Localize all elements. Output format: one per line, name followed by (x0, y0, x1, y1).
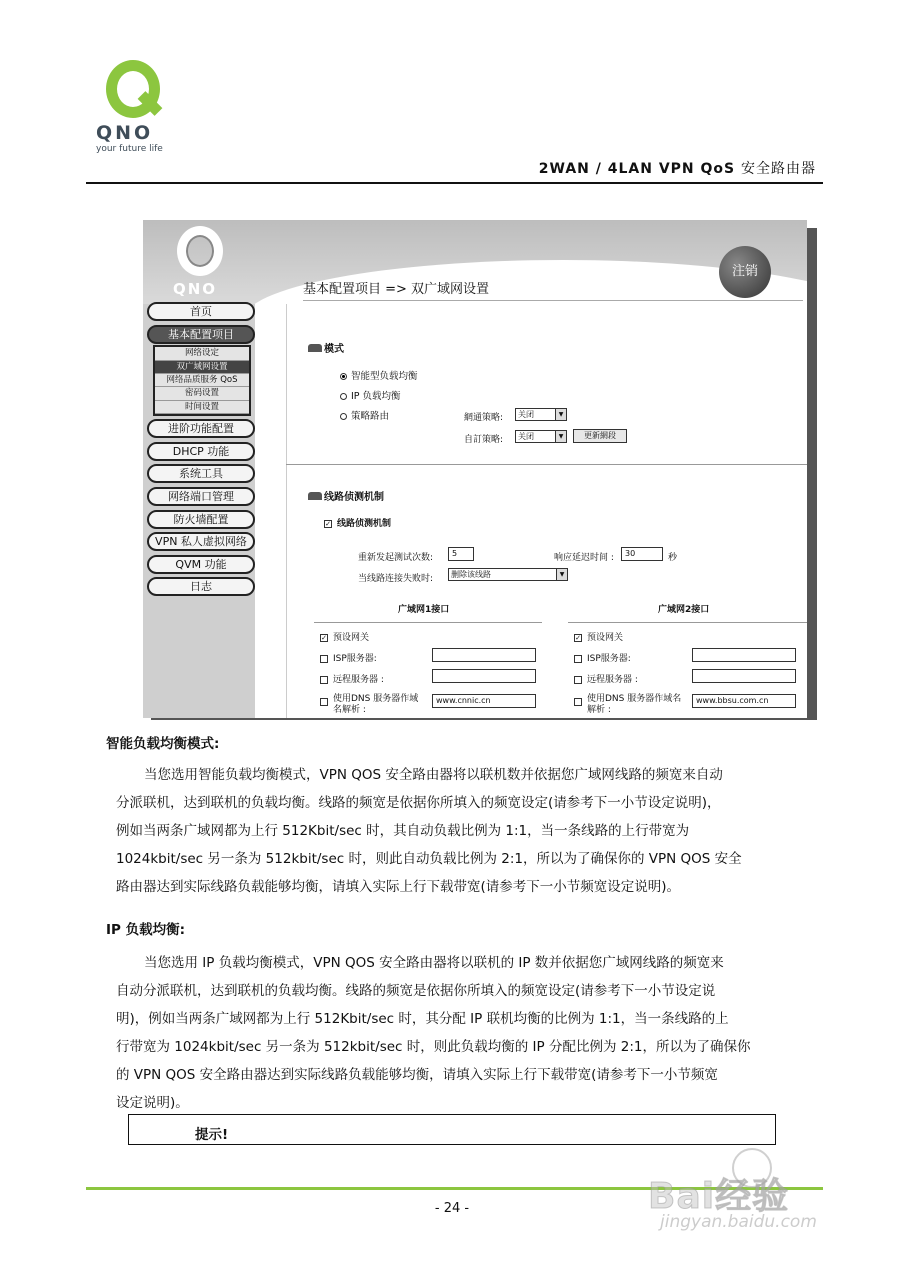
policy2-select[interactable]: 关闭 ▼ (515, 430, 567, 443)
baidu-watermark (648, 1142, 858, 1242)
policy1-label: 網通策略: (464, 413, 504, 423)
delay-label: 响应延迟时间 : (554, 553, 614, 563)
wan2-remote-input[interactable] (692, 669, 796, 683)
submenu-item-time[interactable]: 时间设置 (155, 401, 249, 414)
menu-item-advanced[interactable]: 进阶功能配置 (147, 419, 255, 438)
submenu-item-password[interactable]: 密码设置 (155, 387, 249, 400)
mode-section-title: 模式 (308, 340, 344, 355)
checkbox-empty-icon (574, 676, 582, 684)
retry-input[interactable]: 5 (448, 547, 474, 561)
wan1-remote-input[interactable] (432, 669, 536, 683)
header-divider (86, 182, 823, 184)
detect-checkbox[interactable]: ✓ 线路侦测机制 (325, 519, 392, 529)
chevron-down-icon: ▼ (556, 569, 567, 580)
radio-ip-balance[interactable]: IP 负载均衡 (340, 388, 401, 402)
wan1-dns-input[interactable]: www.cnnic.cn (432, 694, 536, 708)
paragraph-ip-balance-cont: 自动分派联机，达到联机的负载均衡。线路的频宽是依据你所填入的频宽设定(请参考下一小节设定说 明)，例如当两条广域网都为上行 512Kbit/sec 时，其分配 IP 联机均衡的比例为 1:1，当一条线路的上 行带宽为 1024kbit/sec 另一条为 512kbit/sec 时，则此负载均衡的 IP 分配比例为 2:1，所以为了确保你 的 VPN QOS 安全路由器达到实际线路负载能够均衡，请填入实际上行下载带宽(请参考下一小节频宽 设定说明)。 (116, 983, 751, 1111)
submenu-item-dual-wan[interactable]: 双广域网设置 (155, 361, 249, 374)
checkbox-empty-icon (320, 698, 328, 706)
menu-item-home[interactable]: 首页 (147, 302, 255, 321)
checkbox-empty-icon (320, 655, 328, 663)
submenu-item-qos[interactable]: 网络品质服务 QoS (155, 374, 249, 387)
radio-selected-icon (340, 373, 347, 380)
wan2-dns-input[interactable]: www.bbsu.com.cn (692, 694, 796, 708)
wan1-isp-checkbox[interactable]: ISP服务器: (320, 651, 377, 664)
detect-section-title: 线路侦测机制 (308, 488, 384, 503)
delay-input[interactable]: 30 (621, 547, 663, 561)
screenshot-q-logo-icon (177, 226, 223, 276)
policy1-select[interactable]: 关闭 ▼ (515, 408, 567, 421)
watermark-url: jingyan.baidu.com (660, 1212, 817, 1232)
section-tab-icon (308, 344, 322, 352)
fail-action-select[interactable]: 删除该线路 ▼ (448, 568, 568, 581)
delay-unit: 秒 (668, 553, 678, 563)
wan2-divider (568, 622, 807, 623)
fail-action-label: 当线路连接失败时: (358, 574, 434, 584)
logout-button[interactable]: 注销 (719, 246, 771, 298)
wan1-divider (314, 622, 542, 623)
wan2-isp-input[interactable] (692, 648, 796, 662)
document-title (539, 158, 816, 178)
side-menu (147, 302, 255, 600)
page-number: - 24 - (434, 1201, 470, 1216)
radio-unselected-icon (340, 393, 347, 400)
wan2-header: 广域网2接口 (658, 605, 710, 615)
radio-policy-routing[interactable]: 策略路由 (340, 408, 389, 422)
paragraph-smart-balance: 当您选用智能负载均衡模式，VPN QOS 安全路由器将以联机数并依据您广域网线路的频宽来自动 (144, 767, 723, 783)
breadcrumb-divider (303, 300, 803, 301)
menu-item-system-tools[interactable]: 系统工具 (147, 464, 255, 483)
checkbox-empty-icon (320, 676, 328, 684)
chevron-down-icon: ▼ (555, 409, 566, 420)
wan2-dns-checkbox[interactable]: 使用DNS 服务器作域名解析 : (574, 694, 686, 716)
checkbox-checked-icon: ✓ (325, 519, 331, 528)
hint-label: 提示! (195, 1127, 229, 1143)
radio-smart-balance[interactable]: 智能型负载均衡 (340, 368, 418, 382)
qno-logo (92, 60, 182, 155)
wan1-default-gateway-checkbox[interactable]: ✓ 预设网关 (321, 633, 370, 643)
hint-box (128, 1114, 776, 1145)
watermark-brand: Bai经验 (648, 1176, 790, 1217)
menu-item-basic-config[interactable]: 基本配置项目 (147, 325, 255, 344)
checkbox-checked-icon: ✓ (575, 633, 581, 642)
wan2-remote-checkbox[interactable]: 远程服务器 : (574, 672, 638, 685)
submenu-item-network[interactable]: 网络设定 (155, 347, 249, 360)
paragraph-smart-balance-cont: 分派联机，达到联机的负载均衡。线路的频宽是依据你所填入的频宽设定(请参考下一小节设定说明)， 例如当两条广域网都为上行 512Kbit/sec 时，其自动负载比例为 1:1，当一条线路的上行带宽为 1024kbit/sec 另一条为 512kbit/sec 时，则此自动负载比例为 2:1，所以为了确保你的 VPN QOS 安全 路由器达到实际线路负载能够均衡，请填入实际上行下载带宽(请参考下一小节频宽设定说明)。 (116, 795, 742, 895)
policy2-label: 自訂策略: (464, 435, 504, 445)
document-title-en: 2WAN / 4LAN VPN QoS (538, 161, 736, 177)
paragraph-ip-balance: 当您选用 IP 负载均衡模式，VPN QOS 安全路由器将以联机的 IP 数并依据您广域网线路的频宽来 (144, 955, 724, 971)
content-left-border (286, 304, 287, 718)
section-tab-icon (308, 492, 322, 500)
checkbox-empty-icon (574, 655, 582, 663)
screenshot-logo-wordmark: QNO (173, 280, 218, 298)
wan2-default-gateway-checkbox[interactable]: ✓ 预设网关 (575, 633, 624, 643)
menu-item-dhcp[interactable]: DHCP 功能 (147, 442, 255, 461)
chevron-down-icon: ▼ (555, 431, 566, 442)
menu-item-firewall[interactable]: 防火墙配置 (147, 510, 255, 529)
update-segment-button[interactable]: 更新網段 (573, 429, 627, 443)
menu-item-qvm[interactable]: QVM 功能 (147, 555, 255, 574)
wan2-isp-checkbox[interactable]: ISP服务器: (574, 651, 631, 664)
wan1-isp-input[interactable] (432, 648, 536, 662)
router-config-screenshot (143, 220, 807, 718)
section-heading-ip-balance: IP 负载均衡: (106, 922, 186, 938)
logo-wordmark: QNO (96, 122, 154, 144)
menu-item-port-management[interactable]: 网络端口管理 (147, 487, 255, 506)
submenu (153, 345, 251, 416)
checkbox-empty-icon (574, 698, 582, 706)
radio-unselected-icon (340, 413, 347, 420)
breadcrumb: 基本配置项目 => 双广域网设置 (303, 282, 490, 297)
retry-label: 重新发起测试次数: (358, 553, 434, 563)
checkbox-checked-icon: ✓ (321, 633, 327, 642)
section-divider (286, 464, 807, 465)
wan1-dns-checkbox[interactable]: 使用DNS 服务器作域名解析 : (320, 694, 426, 716)
section-heading-smart-balance: 智能负载均衡模式: (106, 736, 220, 752)
document-title-cn: 安全路由器 (741, 161, 816, 177)
wan1-remote-checkbox[interactable]: 远程服务器 : (320, 672, 384, 685)
menu-item-vpn[interactable]: VPN 私人虚拟网络 (147, 532, 255, 551)
config-content (286, 304, 807, 718)
logo-tagline: your future life (96, 144, 163, 154)
wan1-header: 广域网1接口 (398, 605, 450, 615)
menu-item-log[interactable]: 日志 (147, 577, 255, 596)
